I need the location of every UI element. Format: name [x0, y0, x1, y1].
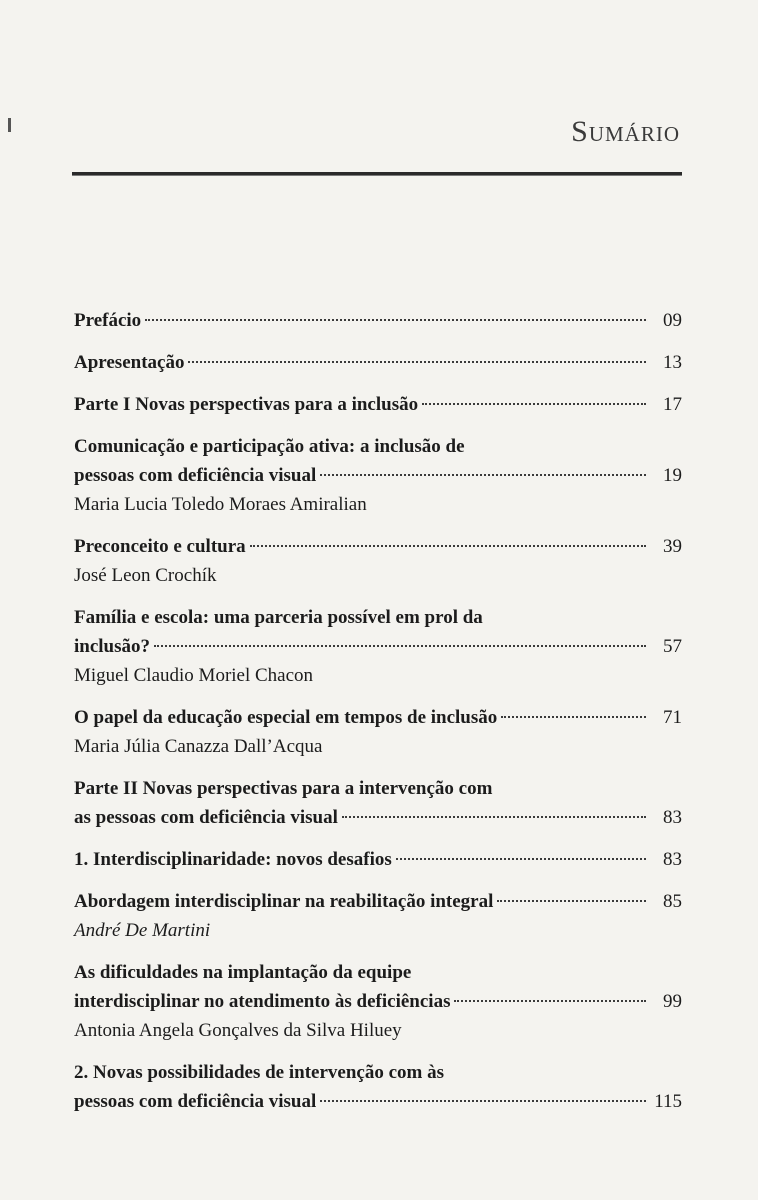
toc-entry-line: [74, 532, 682, 561]
page-edge-mark: [8, 118, 11, 132]
toc-entry-title: Abordagem interdisciplinar na reabilitação integral: [74, 891, 494, 912]
toc-entry-line: [74, 803, 682, 832]
toc-entry-title: inclusão?: [74, 636, 151, 657]
toc-entry: [74, 348, 682, 377]
dot-leader: [422, 403, 646, 405]
table-of-contents: [74, 306, 682, 1129]
toc-entry-author: José Leon Crochík: [74, 565, 217, 586]
dot-leader: [145, 319, 646, 321]
toc-entry: [74, 845, 682, 874]
toc-entry-title: Preconceito e cultura: [74, 536, 246, 557]
toc-entry-author: André De Martini: [74, 920, 211, 941]
toc-entry: [74, 306, 682, 335]
page-title: Sumário: [571, 115, 680, 148]
toc-entry-line: [74, 1087, 682, 1116]
page-number: 83: [663, 807, 682, 828]
toc-entry-author: Miguel Claudio Moriel Chacon: [74, 665, 314, 686]
header-rule: [72, 172, 682, 176]
toc-entry-line: [74, 845, 682, 874]
toc-entry-title: pessoas com deficiência visual: [74, 1091, 317, 1112]
toc-entry-title: pessoas com deficiência visual: [74, 465, 317, 486]
toc-entry-line: [74, 887, 682, 916]
dot-leader: [497, 900, 646, 902]
page-number: 19: [663, 465, 682, 486]
page-number: 17: [663, 394, 682, 415]
page-number: 39: [663, 536, 682, 557]
toc-entry-line: [74, 390, 682, 419]
toc-entry-title-line: As dificuldades na implantação da equipe: [74, 962, 412, 983]
toc-entry: [74, 1058, 682, 1116]
toc-entry: [74, 958, 682, 1045]
toc-entry: [74, 432, 682, 519]
toc-entry: [74, 774, 682, 832]
toc-entry: [74, 887, 682, 945]
dot-leader: [396, 858, 646, 860]
page-number: 85: [663, 891, 682, 912]
toc-entry-author: Maria Lucia Toledo Moraes Amiralian: [74, 494, 367, 515]
toc-entry-title: Apresentação: [74, 352, 185, 373]
page-number: 71: [663, 707, 682, 728]
page-number: 83: [663, 849, 682, 870]
toc-entry: [74, 703, 682, 761]
toc-entry-author: Antonia Angela Gonçalves da Silva Hiluey: [74, 1020, 402, 1041]
toc-entry-line: [74, 632, 682, 661]
dot-leader: [342, 816, 646, 818]
toc-entry: [74, 390, 682, 419]
page-number: 13: [663, 352, 682, 373]
toc-entry-line: [74, 987, 682, 1016]
toc-entry-line: [74, 348, 682, 377]
toc-entry-line: [74, 306, 682, 335]
toc-entry: [74, 603, 682, 690]
dot-leader: [154, 645, 646, 647]
toc-entry-line: [74, 461, 682, 490]
page-number: 99: [663, 991, 682, 1012]
dot-leader: [320, 1100, 646, 1102]
toc-entry-title-line: Família e escola: uma parceria possível em prol da: [74, 607, 483, 628]
toc-entry-line: [74, 703, 682, 732]
dot-leader: [320, 474, 646, 476]
page-number: 57: [663, 636, 682, 657]
toc-entry-title: Prefácio: [74, 310, 142, 331]
page-number: 115: [654, 1091, 682, 1112]
toc-entry-title: O papel da educação especial em tempos de inclusão: [74, 707, 498, 728]
dot-leader: [188, 361, 646, 363]
toc-entry-title: as pessoas com deficiência visual: [74, 807, 338, 828]
dot-leader: [501, 716, 646, 718]
toc-entry-title-line: Parte II Novas perspectivas para a intervenção com: [74, 778, 493, 799]
page-number: 09: [663, 310, 682, 331]
toc-entry-title-line: Comunicação e participação ativa: a inclusão de: [74, 436, 465, 457]
toc-entry-title: interdisciplinar no atendimento às deficiências: [74, 991, 451, 1012]
toc-entry-author: Maria Júlia Canazza Dall’Acqua: [74, 736, 323, 757]
toc-entry-title-line: 2. Novas possibilidades de intervenção com às: [74, 1062, 444, 1083]
dot-leader: [250, 545, 646, 547]
toc-entry-title: Parte I Novas perspectivas para a inclusão: [74, 394, 419, 415]
toc-entry-title: 1. Interdisciplinaridade: novos desafios: [74, 849, 392, 870]
toc-entry: [74, 532, 682, 590]
dot-leader: [454, 1000, 646, 1002]
